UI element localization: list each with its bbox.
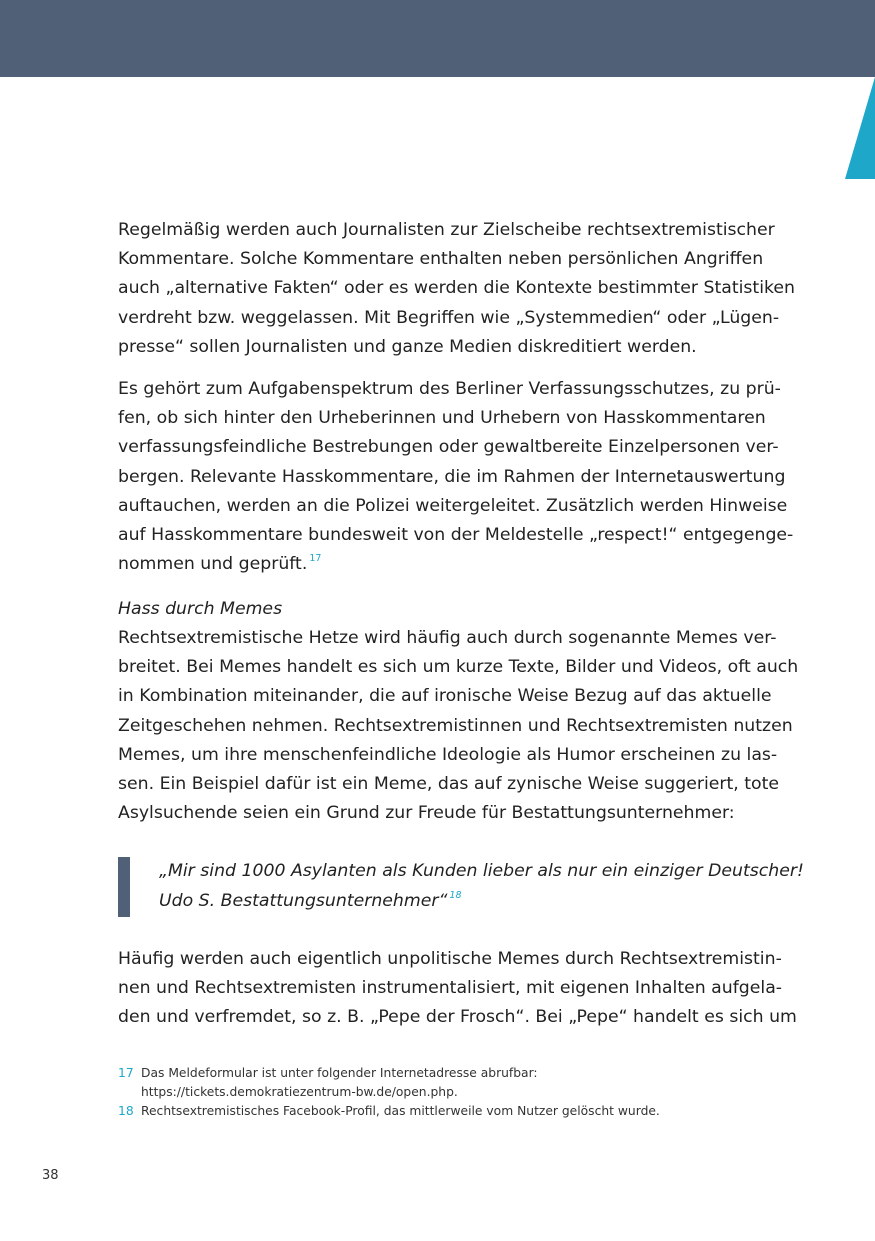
footnote-link[interactable]: https://tickets.demokratiezentrum-bw.de/open.php. <box>141 1085 458 1099</box>
footnote-number: 18 <box>118 1104 134 1118</box>
page-number: 38 <box>42 1168 59 1183</box>
text-line: Kommentare. Solche Kommentare enthalten neben persönlichen Angriffen <box>118 249 764 270</box>
text-line: auch „alternative Fakten“ oder es werden die Kontexte bestimmter Statistiken <box>118 278 795 299</box>
paragraph-journalists <box>118 216 795 362</box>
text-line: presse“ sollen Journalisten und ganze Medien diskreditiert werden. <box>118 336 697 357</box>
quote-line: „Mir sind 1000 Asylanten als Kunden lieber als nur ein einziger Deutscher! <box>159 861 804 881</box>
text-line <box>118 550 738 579</box>
text-line: in Kombination miteinander, die auf ironische Weise Bezug auf das aktuelle <box>118 686 772 707</box>
footnote-text <box>141 1064 538 1102</box>
paragraph-verfassungsschutz <box>118 375 794 579</box>
section-heading: Hass durch Memes <box>118 599 283 619</box>
text-line: auf Hasskommentare bundesweit von der Meldestelle „respect!“ entgegenge- <box>118 525 794 546</box>
text-line: auftauchen, werden an die Polizei weitergeleitet. Zusätzlich werden Hinweise <box>118 495 788 516</box>
footnote-number: 17 <box>118 1066 134 1080</box>
paragraph-pepe <box>118 945 797 1033</box>
text-line: bergen. Relevante Hasskommentare, die im Rahmen der Internetauswertung <box>118 466 786 487</box>
text-line: breitet. Bei Memes handelt es sich um kurze Texte, Bilder und Videos, oft auch <box>118 657 799 678</box>
text-line: Rechtsextremistische Hetze wird häufig auch durch sogenannte Memes ver- <box>118 628 777 648</box>
block-quote <box>159 856 804 916</box>
footnote-line: Das Meldeformular ist unter folgender Internetadresse abrufbar: <box>141 1066 538 1080</box>
footnote-18 <box>118 1102 758 1121</box>
footnote-17 <box>118 1064 758 1102</box>
quote-bar <box>118 857 130 917</box>
paragraph-memes <box>118 624 799 828</box>
footnote-ref-18[interactable]: 18 <box>449 890 462 902</box>
header-bar <box>0 0 875 77</box>
footnote-ref-17[interactable]: 17 <box>309 553 322 565</box>
text-line: sen. Ein Beispiel dafür ist ein Meme, das auf zynische Weise suggeriert, tote <box>118 774 780 795</box>
text-line: Regelmäßig werden auch Journalisten zur Zielscheibe rechtsextremistischer <box>118 220 775 240</box>
text-line: Häufig werden auch eigentlich unpolitische Memes durch Rechtsextremistin- <box>118 949 782 969</box>
text-line: den und verfremdet, so z. B. „Pepe der Frosch“. Bei „Pepe“ handelt es sich um <box>118 1007 797 1028</box>
text-line: Memes, um ihre menschenfeindliche Ideologie als Humor erscheinen zu las- <box>118 744 778 765</box>
text-line: verdreht bzw. weggelassen. Mit Begriffen wie „Systemmedien“ oder „Lügen- <box>118 307 780 328</box>
text-line: Zeitgeschehen nehmen. Rechtsextremistinnen und Rechtsextremisten nutzen <box>118 715 793 736</box>
text-line: nen und Rechtsextremisten instrumentalisiert, mit eigenen Inhalten aufgela- <box>118 978 783 999</box>
text-line: verfassungsfeindliche Bestrebungen oder gewaltbereite Einzelpersonen ver- <box>118 437 779 458</box>
text-line-content: nommen und geprüft. <box>118 554 308 575</box>
quote-line-content: Udo S. Bestattungsunternehmer“ <box>159 891 448 911</box>
text-line: Asylsuchende seien ein Grund zur Freude für Bestattungsunternehmer: <box>118 803 735 824</box>
quote-line <box>159 886 749 916</box>
text-line: Es gehört zum Aufgabenspektrum des Berliner Verfassungsschutzes, zu prü- <box>118 379 781 399</box>
chapter-tab-accent <box>845 77 875 179</box>
footnote-line: Rechtsextremistisches Facebook-Profil, das mittlerweile vom Nutzer gelöscht wurde. <box>141 1104 660 1118</box>
footnotes <box>118 1064 758 1121</box>
text-line: fen, ob sich hinter den Urheberinnen und Urhebern von Hasskommentaren <box>118 408 766 429</box>
